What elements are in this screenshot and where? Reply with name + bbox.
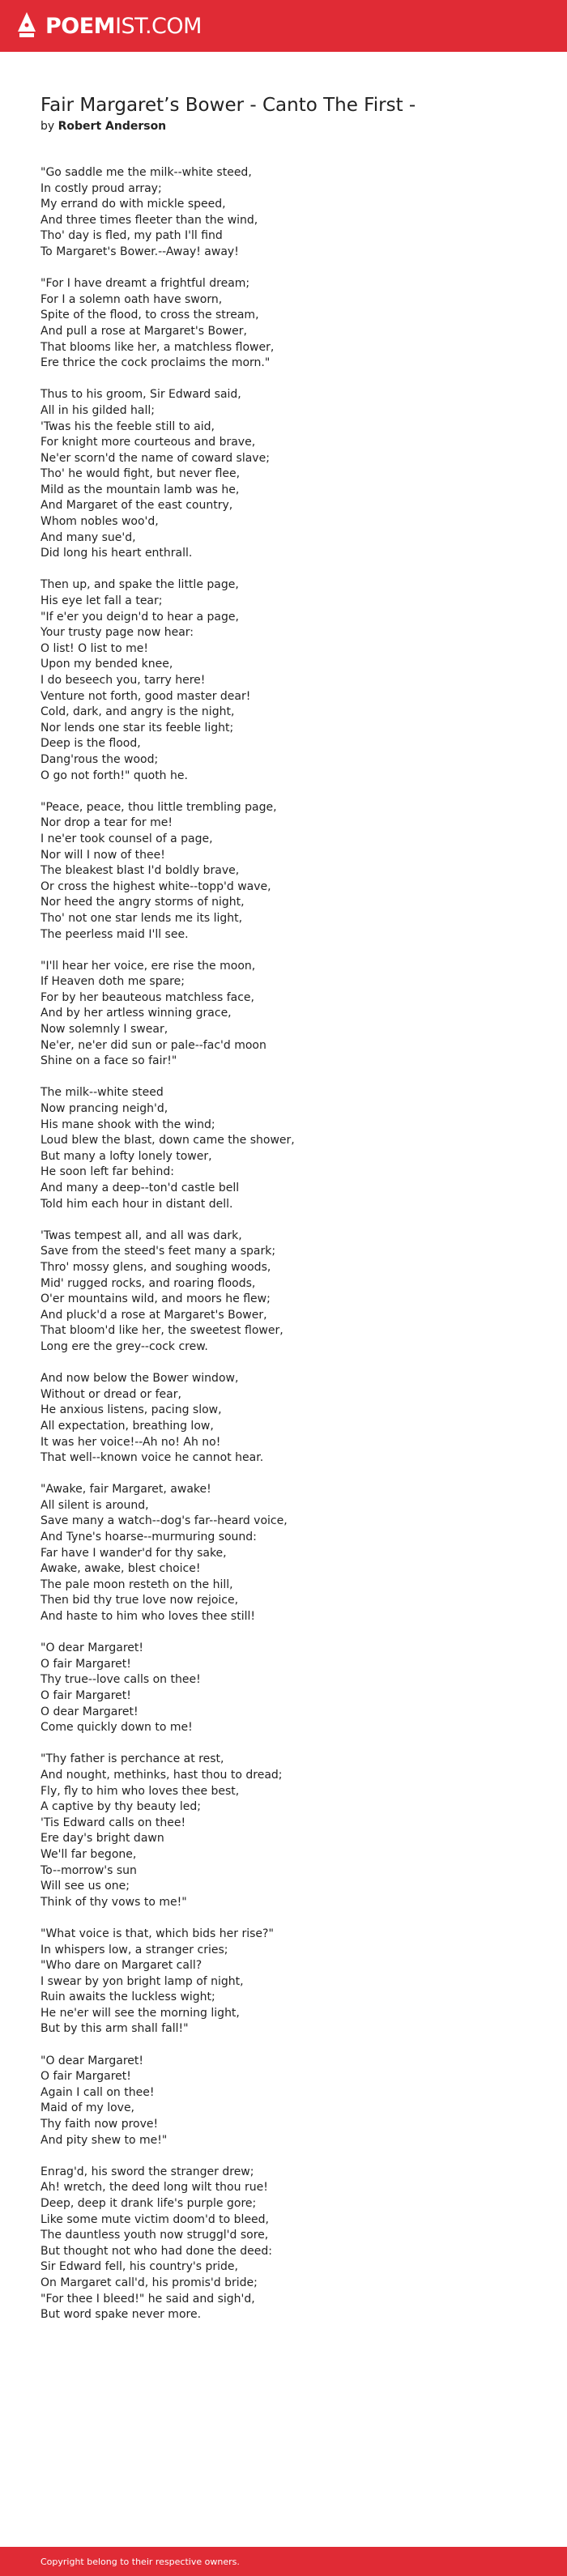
poem-line: He ne'er will see the morning light,	[40, 2006, 240, 2020]
poem-line: For I a solemn oath have sworn,	[40, 292, 223, 306]
poem-stanza	[40, 577, 526, 784]
poem-line: And pluck'd a rose at Margaret's Bower,	[40, 1308, 267, 1322]
poem-line: "What voice is that, which bids her rise?"	[40, 1927, 274, 1940]
poem-line: If Heaven doth me spare;	[40, 975, 185, 989]
poem-line: And pity shew to me!"	[40, 2133, 168, 2147]
poem-line: O list! O list to me!	[40, 641, 148, 655]
poem-title: Fair Margaret’s Bower - Canto The First -	[40, 95, 416, 116]
site-footer	[0, 2547, 567, 2576]
poem-line: Did long his heart enthrall.	[40, 547, 193, 560]
poem-line: Venture not forth, good master dear!	[40, 689, 251, 703]
poem-line: Ah! wretch, the deed long wilt thou rue!	[40, 2181, 268, 2195]
poem-line: Will see us one;	[40, 1880, 130, 1893]
poem-line: I ne'er took counsel of a page,	[40, 832, 213, 845]
poem-line: He anxious listens, pacing slow,	[40, 1403, 222, 1417]
poem-line: For knight more courteous and brave,	[40, 436, 256, 449]
poem-line: But word spake never more.	[40, 2308, 202, 2322]
poem-line: Nor will I now of thee!	[40, 848, 165, 862]
poem-line: Far have I wander'd for thy sake,	[40, 1546, 227, 1560]
poem-line: "For thee I bleed!" he said and sigh'd,	[40, 2292, 255, 2306]
poem-line: Ruin awaits the luckless wight;	[40, 1991, 215, 2004]
poem-body	[40, 165, 526, 2323]
pen-nib-logo-icon[interactable]	[18, 12, 36, 40]
poem-line: Ere thrice the cock proclaims the morn."	[40, 356, 271, 370]
poem-line: "For I have dreamt a frightful dream;	[40, 277, 250, 291]
poem-stanza	[40, 2054, 526, 2149]
poem-line: "Awake, fair Margaret, awake!	[40, 1483, 211, 1497]
poem-line: Tho' not one star lends me its light,	[40, 911, 243, 925]
poem-line: That bloom'd like her, the sweetest flower,	[40, 1324, 284, 1338]
poem-line: All silent is around,	[40, 1498, 149, 1512]
poem-line: Upon my bended knee,	[40, 658, 173, 671]
poem-line: O'er mountains wild, and moors he flew;	[40, 1292, 271, 1306]
poem-stanza	[40, 276, 526, 372]
poem-line: His mane shook with the wind;	[40, 1118, 215, 1131]
poem-line: But thought not who had done the deed:	[40, 2244, 272, 2258]
poem-line: And Tyne's hoarse--murmuring sound:	[40, 1531, 257, 1544]
poem-stanza	[40, 1641, 526, 1736]
poem-line: For by her beauteous matchless face,	[40, 990, 254, 1004]
poem-line: 'Twas tempest all, and all was dark,	[40, 1228, 242, 1242]
poem-line: That well--known voice he cannot hear.	[40, 1451, 264, 1465]
poem-line: And haste to him who loves thee still!	[40, 1610, 255, 1624]
poem-stanza	[40, 387, 526, 562]
poem-line: "I'll hear her voice, ere rise the moon,	[40, 959, 256, 973]
logo-bold-text: POEM	[45, 13, 116, 39]
poem-line: His eye let fall a tear;	[40, 594, 163, 608]
poem-line: Tho' day is fled, my path I'll find	[40, 229, 223, 243]
poem-content	[0, 92, 567, 2323]
poem-line: To--morrow's sun	[40, 1863, 137, 1877]
poem-line: Mild as the mountain lamb was he,	[40, 483, 240, 496]
poem-line: Spite of the flood, to cross the stream,	[40, 309, 259, 322]
site-header	[0, 0, 567, 52]
poem-line: Nor drop a tear for me!	[40, 816, 173, 830]
poem-line: Maid of my love,	[40, 2101, 135, 2115]
poem-line: I do beseech you, tarry here!	[40, 674, 206, 687]
poem-line: Dang'rous the wood;	[40, 752, 159, 766]
poem-line: O go not forth!" quoth he.	[40, 769, 188, 782]
poem-line: Shine on a face so fair!"	[40, 1054, 177, 1068]
site-logo[interactable]	[45, 14, 202, 39]
poem-line: O fair Margaret!	[40, 1689, 131, 1702]
poem-line: Ne'er scorn'd the name of coward slave;	[40, 451, 270, 465]
poem-line: Awake, awake, blest choice!	[40, 1562, 201, 1576]
poem-line: On Margaret call'd, his promis'd bride;	[40, 2276, 258, 2289]
poem-stanza	[40, 1085, 526, 1212]
poem-stanza	[40, 800, 526, 943]
poem-line: Now solemnly I swear,	[40, 1023, 168, 1037]
poem-line: And many a deep--ton'd castle bell	[40, 1182, 240, 1194]
poem-line: "If e'er you deign'd to hear a page,	[40, 610, 239, 624]
poem-author[interactable]: Robert Anderson	[58, 120, 167, 133]
poem-line: And three times fleeter than the wind,	[40, 213, 258, 227]
poem-line: That blooms like her, a matchless flower,	[40, 340, 275, 354]
poem-line: Enrag'd, his sword the stranger drew;	[40, 2165, 254, 2178]
poem-line: Nor lends one star its feeble light;	[40, 721, 234, 734]
poem-line: Mid' rugged rocks, and roaring floods,	[40, 1276, 256, 1290]
poem-line: I swear by yon bright lamp of night,	[40, 1974, 244, 1988]
poem-line: "Go saddle me the milk--white steed,	[40, 166, 252, 179]
poem-byline	[40, 120, 526, 133]
poem-line: My errand do with mickle speed,	[40, 198, 226, 211]
poem-line: Then up, and spake the little page,	[40, 578, 239, 592]
poem-line: Save from the steed's feet many a spark;	[40, 1245, 276, 1258]
by-label: by	[40, 120, 55, 133]
poem-line: Told him each hour in distant dell.	[40, 1197, 233, 1211]
poem-line: Whom nobles woo'd,	[40, 515, 159, 529]
poem-line: O dear Margaret!	[40, 1705, 139, 1718]
poem-line: Thy faith now prove!	[40, 2118, 159, 2131]
poem-line: Loud blew the blast, down came the shower,	[40, 1134, 295, 1147]
poem-line: Like some mute victim doom'd to bleed,	[40, 2212, 270, 2226]
poem-line: All in his gilded hall;	[40, 403, 155, 417]
poem-stanza	[40, 1482, 526, 1624]
poem-line: Ne'er, ne'er did sun or pale--fac'd moon	[40, 1038, 266, 1052]
poem-line: A captive by thy beauty led;	[40, 1800, 201, 1814]
poem-line: In costly proud array;	[40, 181, 162, 195]
poem-line: The dauntless youth now struggl'd sore,	[40, 2229, 269, 2242]
poem-line: Tho' he would fight, but never flee,	[40, 467, 241, 481]
poem-line: O fair Margaret!	[40, 1657, 131, 1671]
poem-stanza	[40, 1228, 526, 1356]
poem-line: The pale moon resteth on the hill,	[40, 1578, 233, 1591]
poem-line: All expectation, breathing low,	[40, 1419, 214, 1433]
poem-line: Nor heed the angry storms of night,	[40, 896, 245, 909]
poem-line: Again I call on thee!	[40, 2085, 155, 2099]
poem-line: We'll far begone,	[40, 1847, 137, 1861]
poem-line: And by her artless winning grace,	[40, 1007, 232, 1020]
poem-stanza	[40, 2165, 526, 2323]
poem-line: But by this arm shall fall!"	[40, 2022, 189, 2036]
poem-line: Fly, fly to him who loves thee best,	[40, 1784, 240, 1798]
poem-line: Come quickly down to me!	[40, 1721, 193, 1735]
poem-line: "O dear Margaret!	[40, 1641, 143, 1655]
poem-line: Cold, dark, and angry is the night,	[40, 705, 235, 719]
poem-line: The peerless maid I'll see.	[40, 927, 189, 941]
poem-line: To Margaret's Bower.--Away! away!	[40, 245, 239, 258]
poem-line: In whispers low, a stranger cries;	[40, 1943, 228, 1956]
poem-line: 'Twas his the feeble still to aid,	[40, 419, 215, 433]
poem-line: He soon left far behind:	[40, 1165, 174, 1179]
poem-line: Long ere the grey--cock crew.	[40, 1339, 208, 1353]
poem-stanza	[40, 1371, 526, 1467]
poem-line: And pull a rose at Margaret's Bower,	[40, 324, 247, 338]
poem-line: Think of thy vows to me!"	[40, 1895, 187, 1909]
poem-line: And many sue'd,	[40, 530, 136, 544]
poem-line: And now below the Bower window,	[40, 1372, 239, 1386]
poem-line: Deep is the flood,	[40, 737, 141, 751]
poem-stanza	[40, 1927, 526, 2037]
poem-line: The bleakest blast I'd boldly brave,	[40, 864, 240, 878]
poem-stanza	[40, 1752, 526, 1910]
poem-line: Sir Edward fell, his country's pride,	[40, 2260, 238, 2274]
poem-line: Deep, deep it drank life's purple gore;	[40, 2197, 257, 2210]
poem-line: Or cross the highest white--topp'd wave,	[40, 879, 271, 893]
poem-line: 'Tis Edward calls on thee!	[40, 1816, 186, 1829]
poem-line: "Peace, peace, thou little trembling page,	[40, 800, 277, 814]
poem-line: But many a lofty lonely tower,	[40, 1149, 212, 1163]
logo-light-text: IST.COM	[115, 13, 202, 39]
poem-line: "Who dare on Margaret call?	[40, 1959, 202, 1973]
poem-line: Now prancing neigh'd,	[40, 1102, 168, 1116]
poem-line: And Margaret of the east country,	[40, 499, 233, 513]
poem-line: Save many a watch--dog's far--heard voice,	[40, 1514, 288, 1528]
poem-line: Thy true--love calls on thee!	[40, 1673, 201, 1687]
poem-line: And nought, methinks, hast thou to dread;	[40, 1768, 283, 1782]
poem-line: Then bid thy true love now rejoice,	[40, 1594, 239, 1607]
poem-line: Your trusty page now hear:	[40, 626, 194, 640]
poem-line: It was her voice!--Ah no! Ah no!	[40, 1435, 221, 1449]
poem-line: Thro' mossy glens, and soughing woods,	[40, 1260, 271, 1274]
poem-stanza	[40, 959, 526, 1070]
poem-line: O fair Margaret!	[40, 2070, 131, 2084]
poem-stanza	[40, 165, 526, 261]
poem-line: "O dear Margaret!	[40, 2054, 143, 2067]
poem-line: Without or dread or fear,	[40, 1387, 181, 1401]
poem-line: "Thy father is perchance at rest,	[40, 1752, 224, 1766]
poem-line: Ere day's bright dawn	[40, 1832, 164, 1846]
copyright-text: Copyright belong to their respective owners.	[40, 2556, 240, 2567]
poem-line: Thus to his groom, Sir Edward said,	[40, 388, 241, 402]
poem-line: The milk--white steed	[40, 1086, 164, 1100]
